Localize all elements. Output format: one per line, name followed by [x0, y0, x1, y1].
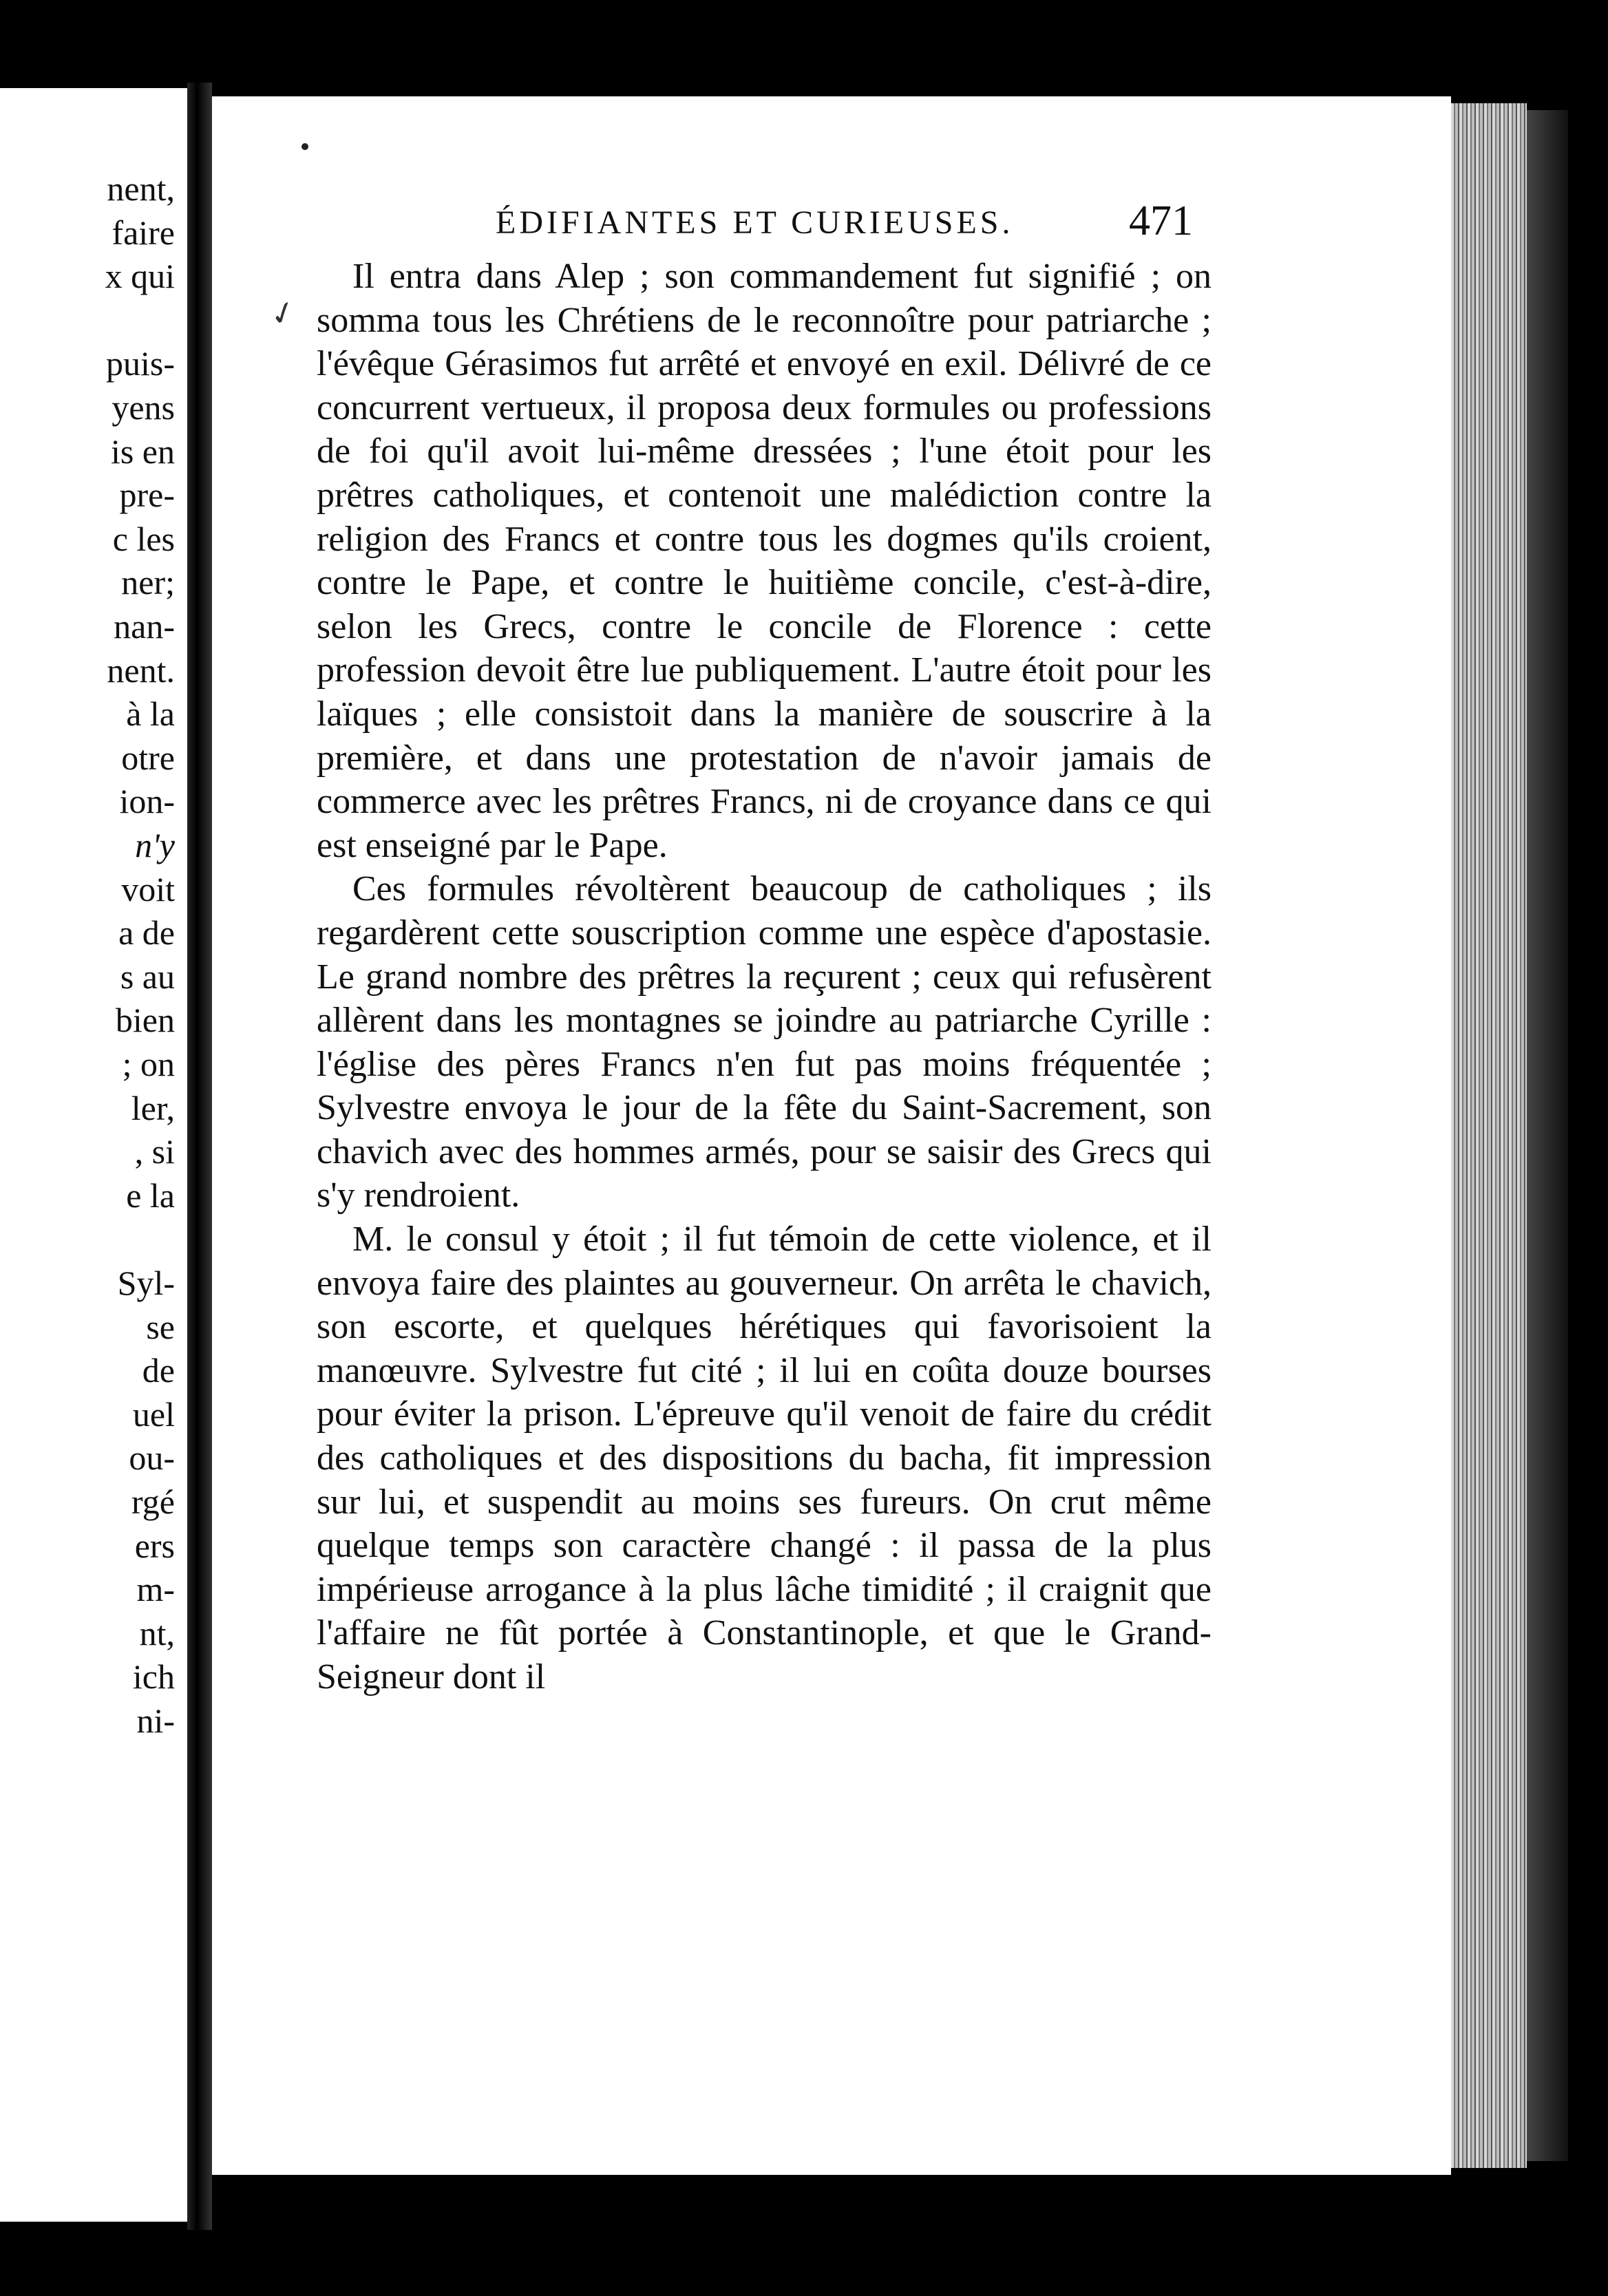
paragraph-1: Il entra dans Alep ; son commandement fut signifié ; on somma tous les Chrétiens de le reconnoître pour patriarche ; l'évêque Gérasimos fut arrêté et envoyé en exil. Délivré de ce concurrent vertueux, il proposa deux formules ou professions de foi qu'il avoit lui-même dressées ; l'une étoit pour les prêtres catholiques, et contenoit une malédiction contre la religion des Francs et contre tous les dogmes qu'ils croient, contre le Pape, et contre le huitième concile, c'est-à-dire, selon les Grecs, contre le concile de Florence : cette profession devoit être lue publiquement. L'autre étoit pour les laïques ; elle consistoit dans la manière de souscrire à la première, et dans une protestation de n'avoir jamais de commerce avec les prêtres Francs, ni de croyance dans ce qui est enseigné par le Pape. [317, 257, 1212, 865]
facing-page-fragment: is en [110, 432, 175, 471]
facing-page-fragment: ; on [122, 1045, 175, 1083]
facing-page-fragment: à la [126, 694, 175, 734]
book-gutter [187, 83, 212, 2230]
facing-page-fragment: a de [118, 913, 175, 953]
paragraph-2: Ces formules révoltèrent beaucoup de catholiques ; ils regardèrent cette souscription comme une espèce d'apostasie. Le grand nombre des prêtres la reçurent ; ceux qui refusèrent allèrent dans les montagnes se joindre au patriarche Cyrille : l'église des pères Francs n'en fut pas moins fréquentée ; Sylvestre envoya le jour de la fête du Saint-Sacrement, son chavich avec des hommes armés, pour se saisir des Grecs qui s'y rendroient. [317, 869, 1212, 1215]
facing-page-fragment: ni- [136, 1701, 175, 1740]
ink-dot [302, 143, 308, 150]
page-number: 471 [1129, 198, 1193, 244]
paragraph-3: M. le consul y étoit ; il fut témoin de cette violence, et il envoya faire des plaintes au gouverneur. On arrêta le chavich, son escorte, et quelques hérétiques qui favorisoient la manœuvre. Sylvestre fut cité ; il lui en coûta douze bourses pour éviter la prison. L'épreuve qu'il venoit de faire du crédit des catholiques et des dispositions du bacha, fit impression sur lui, et suspendit au moins ses fureurs. On crut même quelque temps son caractère changé : il passa de la plus impérieuse arrogance à la plus lâche timidité ; il craignit que l'affaire ne fût portée à Constantinople, et que le Grand-Seigneur dont il [317, 1220, 1212, 1697]
facing-page-fragment: se [146, 1307, 175, 1346]
facing-page-fragment: m- [136, 1570, 175, 1609]
facing-page-fragment: s au [120, 957, 175, 996]
facing-page-fragment: n'y [135, 826, 175, 864]
facing-page-fragment: de [142, 1351, 175, 1390]
facing-page-fragment: nan- [114, 607, 175, 646]
running-header: ÉDIFIANTES ET CURIEUSES. [496, 204, 1014, 241]
facing-page-fragment: yens [112, 388, 175, 427]
facing-page-fragment: voit [121, 869, 175, 908]
margin-check-mark: ✓ [265, 293, 302, 334]
facing-page-fragment: faire [112, 213, 175, 252]
book-cover-edge [1527, 110, 1568, 2161]
facing-page-fragment: pre- [119, 476, 175, 515]
page-edges [1451, 103, 1527, 2168]
facing-page-fragment: rgé [131, 1482, 175, 1521]
facing-page-fragment: nent. [107, 650, 175, 690]
facing-page-fragment: ner; [121, 563, 175, 602]
facing-page [0, 88, 187, 2222]
facing-page-fragment: ion- [119, 782, 175, 821]
facing-page-fragment: nt, [139, 1613, 175, 1652]
facing-page-fragment: x qui [105, 257, 175, 296]
facing-page-fragment: uel [132, 1394, 175, 1434]
facing-page-fragment: c les [112, 519, 175, 558]
facing-page-fragment: nent, [107, 169, 175, 208]
facing-page-fragment: ou- [129, 1438, 175, 1478]
facing-page-fragment: otre [121, 738, 175, 777]
facing-page-fragment: ers [134, 1526, 175, 1565]
facing-page-fragment: bien [115, 1001, 175, 1040]
facing-page-fragment: ler, [131, 1088, 175, 1127]
facing-page-fragment: puis- [106, 344, 175, 383]
facing-page-fragment: Syl- [117, 1264, 175, 1302]
body-text [317, 255, 1212, 1699]
facing-page-fragment: ich [132, 1657, 175, 1697]
facing-page-fragment: , si [134, 1132, 175, 1171]
facing-page-fragment: e la [126, 1176, 175, 1215]
